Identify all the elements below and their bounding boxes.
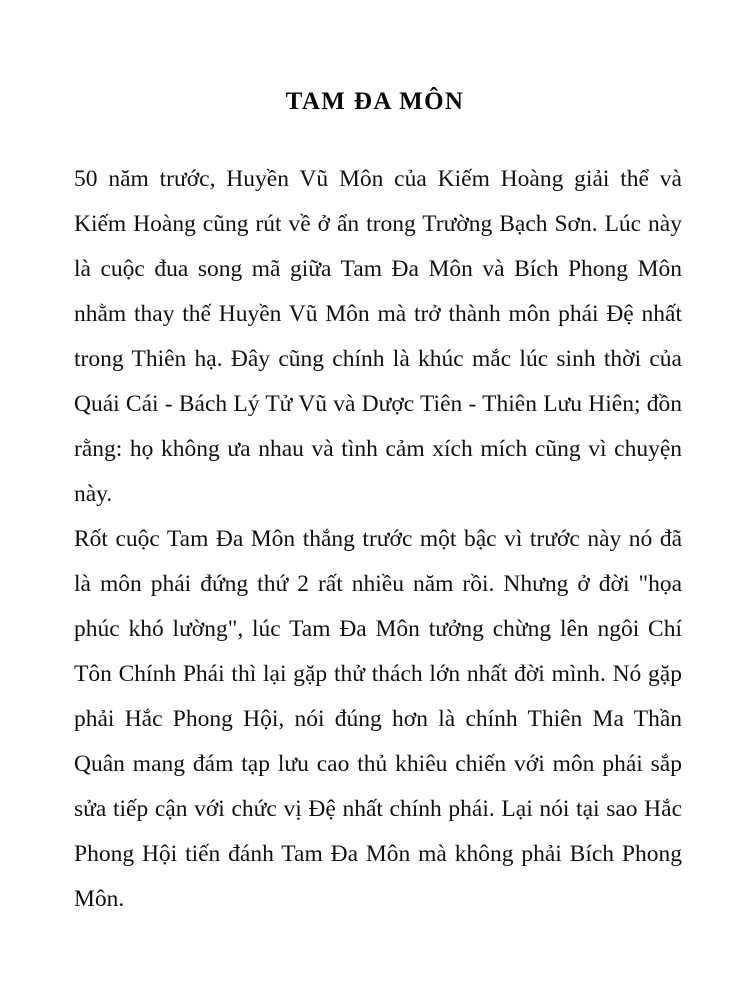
page-title: TAM ĐA MÔN	[285, 87, 465, 115]
document-body	[74, 157, 682, 922]
paragraph: Rốt cuộc Tam Đa Môn thắng trước một bậc vì trước này nó đã là môn phái đứng thứ 2 rất nhiều năm rồi. Nhưng ở đời "họa phúc khó lường", lúc Tam Đa Môn tưởng chừng lên ngôi Chí Tôn Chính Phái thì lại gặp thử thách lớn nhất đời mình. Nó gặp phải Hắc Phong Hội, nói đúng hơn là chính Thiên Ma Thần Quân mang đám tạp lưu cao thủ khiêu chiến với môn phái sắp sửa tiếp cận với chức vị Đệ nhất chính phái. Lại nói tại sao Hắc Phong Hội tiến đánh Tam Đa Môn mà không phải Bích Phong Môn.	[74, 526, 682, 912]
paragraph: 50 năm trước, Huyền Vũ Môn của Kiếm Hoàng giải thể và Kiếm Hoàng cũng rút về ở ẩn trong Trường Bạch Sơn. Lúc này là cuộc đua song mã giữa Tam Đa Môn và Bích Phong Môn nhằm thay thế Huyền Vũ Môn mà trở thành môn phái Đệ nhất trong Thiên hạ. Đây cũng chính là khúc mắc lúc sinh thời của Quái Cái - Bách Lý Tử Vũ và Dược Tiên - Thiên Lưu Hiên; đồn rằng: họ không ưa nhau và tình cảm xích mích cũng vì chuyện này.	[74, 166, 682, 507]
